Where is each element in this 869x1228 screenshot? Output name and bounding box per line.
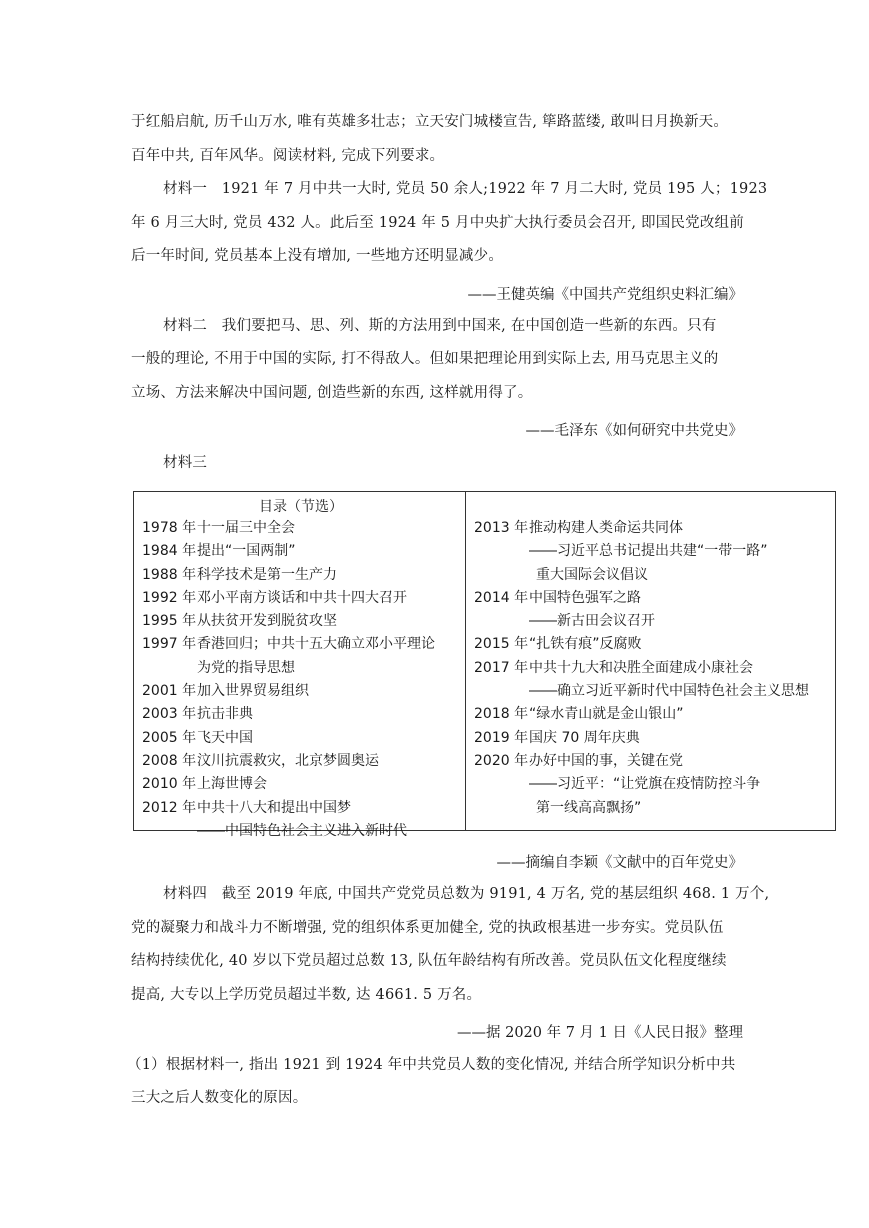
material4-line-4: 提高, 大专以上学历党员超过半数, 达 4661. 5 万名。 xyxy=(131,987,482,1003)
toc-entry-text: ――习近平总书记提出共建“一带一路” xyxy=(529,543,768,560)
toc-entry-text: 中共十八大和提出中国梦 xyxy=(197,799,351,816)
toc-entry-year: 1984 年 xyxy=(142,543,197,560)
toc-entry xyxy=(142,517,435,540)
toc-entry-text: 飞天中国 xyxy=(197,729,253,746)
toc-entry xyxy=(474,727,809,750)
toc-entry xyxy=(474,773,809,796)
toc-entry xyxy=(142,633,435,656)
toc-entry-text: 为党的指导思想 xyxy=(197,659,295,676)
toc-entry xyxy=(142,727,435,750)
toc-entry xyxy=(474,610,809,633)
material2-line-2: 一般的理论, 不用于中国的实际, 打不得敌人。但如果把理论用到实际上去, 用马克思主义的 xyxy=(131,351,719,367)
toc-entry xyxy=(142,587,435,610)
toc-entry-text: 重大国际会议倡议 xyxy=(536,566,648,583)
toc-right-column xyxy=(474,517,809,820)
material2-line-3: 立场、方法来解决中国问题, 创造些新的东西, 这样就用得了。 xyxy=(131,385,533,401)
material1-line-3: 后一年时间, 党员基本上没有增加, 一些地方还明显减少。 xyxy=(131,248,504,264)
toc-entry-year: 2008 年 xyxy=(142,752,197,769)
material4-line-3: 结构持续优化, 40 岁以下党员超过总数 13, 队伍年龄结构有所改善。党员队伍文化程度继续 xyxy=(131,953,727,969)
toc-entry-year: 2003 年 xyxy=(142,706,197,723)
toc-entry-year: 2015 年 xyxy=(474,636,529,653)
toc-entry-year: 2010 年 xyxy=(142,776,197,793)
toc-entry-text: 邓小平南方谈话和中共十四大召开 xyxy=(197,589,407,606)
toc-entry-year: 2005 年 xyxy=(142,729,197,746)
material4-source: ——据 2020 年 7 月 1 日《人民日报》整理 xyxy=(456,1025,743,1041)
material1-line-1: 材料一 1921 年 7 月中共一大时, 党员 50 余人;1922 年 7 月二大时, 党员 195 人；1923 xyxy=(163,181,768,197)
toc-entry xyxy=(142,820,435,843)
material4-line-1: 材料四 截至 2019 年底, 中国共产党党员总数为 9191, 4 万名, 党的基层组织 468. 1 万个, xyxy=(163,886,770,902)
material1-source: ——王健英编《中国共产党组织史料汇编》 xyxy=(467,287,743,303)
toc-entry-text: 从扶贫开发到脱贫攻坚 xyxy=(197,613,337,630)
toc-table xyxy=(133,491,836,839)
toc-entry-text: 香港回归；中共十五大确立邓小平理论 xyxy=(197,636,435,653)
toc-divider xyxy=(465,492,466,830)
toc-entry-text: “绿水青山就是金山银山” xyxy=(529,706,684,723)
toc-entry-year: 1978 年 xyxy=(142,520,197,536)
toc-entry xyxy=(474,540,809,563)
toc-entry-text: ――习近平：“让党旗在疫情防控斗争 xyxy=(529,776,761,793)
toc-entry-text: 中国特色强军之路 xyxy=(529,589,641,606)
toc-entry-text: ――新古田会议召开 xyxy=(529,613,655,630)
toc-entry xyxy=(474,633,809,656)
material2-line-1: 材料二 我们要把马、思、列、斯的方法用到中国来, 在中国创造一些新的东西。只有 xyxy=(163,318,717,334)
toc-entry xyxy=(474,797,809,820)
toc-entry-text: 提出“一国两制” xyxy=(197,543,296,560)
toc-entry xyxy=(142,773,435,796)
toc-entry xyxy=(474,564,809,587)
toc-entry xyxy=(142,657,435,680)
toc-entry xyxy=(142,680,435,703)
toc-entry-year: 2001 年 xyxy=(142,683,197,700)
toc-title: 目录（节选） xyxy=(259,499,343,515)
toc-entry-text: 中共十九大和决胜全面建成小康社会 xyxy=(529,659,753,676)
toc-entry xyxy=(474,750,809,773)
toc-entry xyxy=(474,680,809,703)
material3-label: 材料三 xyxy=(163,455,208,471)
toc-entry xyxy=(142,797,435,820)
toc-entry xyxy=(142,540,435,563)
toc-entry xyxy=(474,517,809,540)
toc-entry-year: 1992 年 xyxy=(142,589,197,606)
toc-entry-text: 推动构建人类命运共同体 xyxy=(529,520,683,536)
toc-entry-year: 1988 年 xyxy=(142,566,197,583)
toc-entry xyxy=(142,750,435,773)
toc-entry-text: 加入世界贸易组织 xyxy=(197,683,309,700)
toc-entry-text: “扎铁有痕”反腐败 xyxy=(529,636,642,653)
toc-entry xyxy=(474,587,809,610)
toc-entry-year: 1997 年 xyxy=(142,636,197,653)
intro-line-2: 百年中共, 百年风华。阅读材料, 完成下列要求。 xyxy=(131,148,445,164)
toc-entry xyxy=(474,657,809,680)
question1-line-2: 三大之后人数变化的原因。 xyxy=(131,1090,308,1106)
toc-entry xyxy=(142,703,435,726)
toc-entry-text: 十一届三中全会 xyxy=(197,520,295,536)
toc-entry-text: 第一线高高飘扬” xyxy=(536,799,642,816)
toc-entry-year: 1995 年 xyxy=(142,613,197,630)
toc-entry-text: 办好中国的事，关键在党 xyxy=(529,752,683,769)
toc-entry-text: ――中国特色社会主义进入新时代 xyxy=(197,822,407,839)
toc-entry xyxy=(142,610,435,633)
toc-entry xyxy=(142,564,435,587)
material1-line-2: 年 6 月三大时, 党员 432 人。此后至 1924 年 5 月中央扩大执行委员会召开, 即国民党改组前 xyxy=(131,215,744,231)
material2-source: ——毛泽东《如何研究中共党史》 xyxy=(525,423,743,439)
toc-entry-year: 2014 年 xyxy=(474,589,529,606)
toc-entry-text: 汶川抗震救灾，北京梦圆奥运 xyxy=(197,752,379,769)
intro-line-1: 于红船启航, 历千山万水, 唯有英雄多壮志；立天安门城楼宣告, 筚路蓝缕, 敢叫日月换新天。 xyxy=(131,114,729,130)
toc-entry-year: 2012 年 xyxy=(142,799,197,816)
toc-entry-text: 上海世博会 xyxy=(197,776,267,793)
toc-entry-text: ――确立习近平新时代中国特色社会主义思想 xyxy=(529,683,809,700)
toc-entry-text: 国庆 70 周年庆典 xyxy=(529,729,640,746)
toc-entry-year: 2013 年 xyxy=(474,520,529,536)
material4-line-2: 党的凝聚力和战斗力不断增强, 党的组织体系更加健全, 党的执政根基进一步夯实。党员队伍 xyxy=(131,920,724,936)
toc-entry xyxy=(474,703,809,726)
toc-entry-year: 2019 年 xyxy=(474,729,529,746)
toc-entry-text: 科学技术是第一生产力 xyxy=(197,566,337,583)
question1-line-1: （1）根据材料一, 指出 1921 到 1924 年中共党员人数的变化情况, 并结合所学知识分析中共 xyxy=(127,1057,736,1073)
toc-entry-year: 2018 年 xyxy=(474,706,529,723)
toc-entry-year: 2017 年 xyxy=(474,659,529,676)
material3-source: ——摘编自李颖《文献中的百年党史》 xyxy=(496,855,743,871)
toc-entry-text: 抗击非典 xyxy=(197,706,253,723)
toc-entry-year: 2020 年 xyxy=(474,752,529,769)
toc-left-column xyxy=(142,517,435,843)
